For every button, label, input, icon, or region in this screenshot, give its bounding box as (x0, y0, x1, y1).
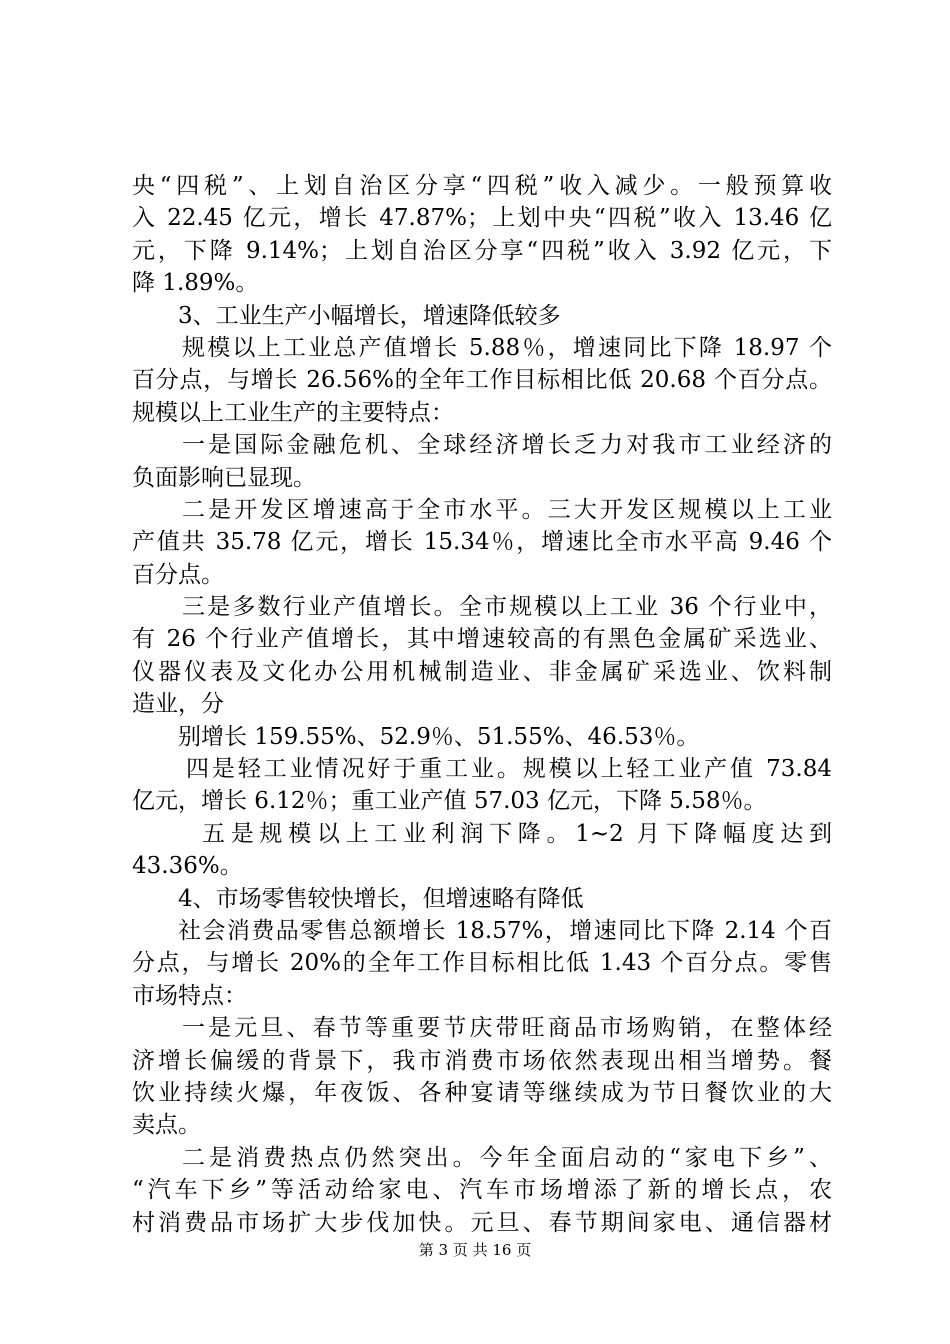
text-line: 济增长偏缓的背景下，我市消费市场依然表现出相当增势。餐 (132, 1047, 832, 1074)
text-line: 村消费品市场扩大步伐加快。元旦、春节期间家电、通信器材 (132, 1209, 832, 1236)
text-line: 社会消费品零售总额增长 18.57%，增速同比下降 2.14 个百 (178, 917, 832, 944)
text-line: 一是国际金融危机、全球经济增长乏力对我市工业经济的 (182, 432, 832, 459)
text-line: 一是元旦、春节等重要节庆带旺商品市场购销，在整体经 (182, 1015, 832, 1042)
text-line: 四是轻工业情况好于重工业。规模以上轻工业产值 73.84 (186, 756, 832, 783)
text-line: 规模以上工业总产值增长 5.88％，增速同比下降 18.97 个 (182, 334, 832, 361)
page-footer: 第 3 页 共 16 页 (418, 1241, 532, 1259)
text-line: 负面影响已显现。 (132, 464, 316, 491)
section-heading: 4、市场零售较快增长，但增速略有降低 (178, 885, 584, 912)
text-line: 产值共 35.78 亿元，增长 15.34％，增速比全市水平高 9.46 个 (132, 529, 832, 556)
text-line: 三是多数行业产值增长。全市规模以上工业 36 个行业中， (182, 594, 832, 621)
text-line: 有 26 个行业产值增长，其中增速较高的有黑色金属矿采选业、 (132, 626, 832, 653)
text-line: 二是消费热点仍然突出。今年全面启动的“家电下乡”、 (182, 1144, 832, 1171)
text-line: 百分点，与增长 26.56%的全年工作目标相比低 20.68 个百分点。 (132, 367, 832, 394)
text-line: 百分点。 (132, 561, 224, 588)
text-line: 亿元，增长 6.12％；重工业产值 57.03 亿元，下降 5.58％。 (132, 788, 767, 815)
text-line: 市场特点： (132, 982, 247, 1009)
text-line: 二是开发区增速高于全市水平。三大开发区规模以上工业 (182, 496, 832, 523)
text-line: 仪器仪表及文化办公用机械制造业、非金属矿采选业、饮料制 (132, 658, 832, 685)
body-text (132, 170, 832, 1239)
text-line: 五是规模以上工业利润下降。1~2 月下降幅度达到 (202, 820, 832, 847)
text-line: “汽车下乡”等活动给家电、汽车市场增添了新的增长点，农 (132, 1177, 832, 1204)
text-line: 降 1.89%。 (132, 270, 259, 297)
text-line: 卖点。 (132, 1112, 201, 1139)
text-line: 造业，分 (132, 691, 224, 718)
text-line: 分点，与增长 20%的全年工作目标相比低 1.43 个百分点。零售 (132, 950, 832, 977)
text-line: 饮业持续火爆，年夜饭、各种宴请等继续成为节日餐饮业的大 (132, 1079, 832, 1106)
text-line: 规模以上工业生产的主要特点： (132, 399, 454, 426)
text-line: 入 22.45 亿元，增长 47.87%；上划中央“四税”收入 13.46 亿 (132, 205, 832, 232)
text-line: 央“四税”、上划自治区分享“四税”收入减少。一般预算收 (132, 173, 832, 199)
text-line: 别增长 159.55%、52.9％、51.55%、46.53％。 (178, 723, 700, 750)
text-line: 43.36%。 (132, 853, 243, 880)
section-heading: 3、工业生产小幅增长，增速降低较多 (178, 302, 561, 329)
text-line: 元，下降 9.14%；上划自治区分享“四税”收入 3.92 亿元，下 (132, 237, 832, 264)
